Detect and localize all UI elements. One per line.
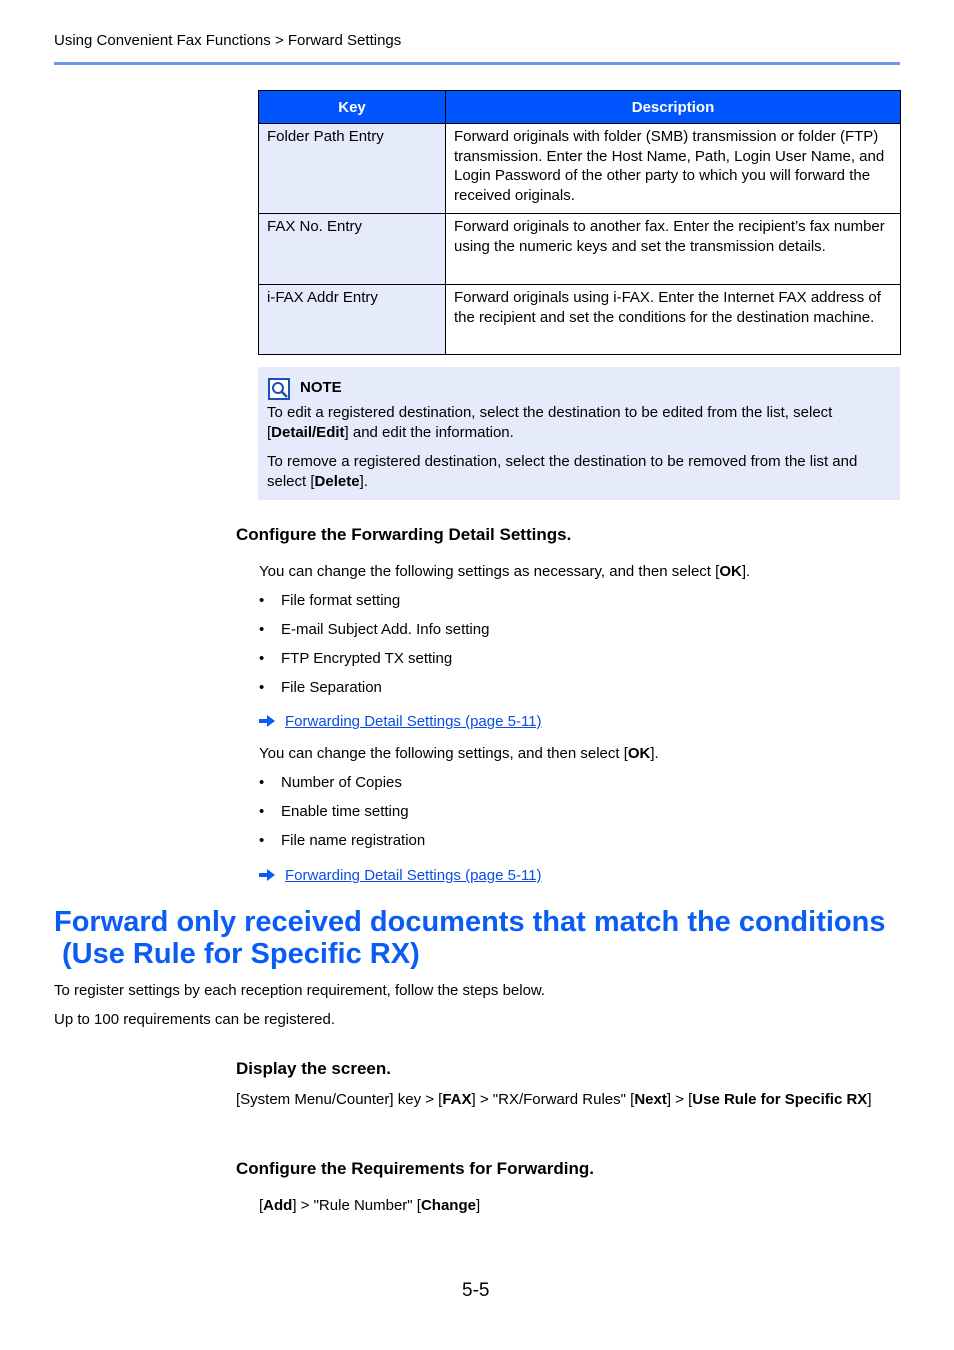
header-divider — [54, 62, 900, 65]
table-row — [259, 124, 901, 214]
bullet-glyph: • — [259, 621, 265, 638]
intro-paragraph: Up to 100 requirements can be registered. — [54, 1011, 335, 1028]
menu-path-text — [236, 1090, 900, 1110]
key-description-table — [258, 90, 901, 355]
table-row — [259, 285, 901, 355]
breadcrumb: Using Convenient Fax Functions > Forward Settings — [54, 32, 402, 49]
note-icon — [267, 377, 291, 401]
reference-link-row — [259, 713, 542, 731]
text-span: You can change the following settings, and then select [ — [259, 745, 628, 762]
forwarding-detail-settings-link[interactable]: Forwarding Detail Settings (page 5-11) — [285, 867, 542, 884]
text-span: ]. — [741, 563, 751, 580]
key-label: Next — [634, 1091, 667, 1108]
list-item — [259, 650, 452, 667]
text-span: [System Menu/Counter] key > [ — [236, 1091, 443, 1108]
text-span: ] > "RX/Forward Rules" [ — [471, 1091, 635, 1108]
list-item — [259, 832, 425, 849]
instruction-text — [259, 562, 750, 582]
note-text: To remove a registered destination, select the destination to be removed from the list and select [ — [267, 453, 858, 490]
bullet-glyph: • — [259, 592, 265, 609]
key-label: Change — [420, 1197, 476, 1214]
arrow-right-icon — [259, 868, 275, 885]
key-label: FAX — [442, 1091, 472, 1108]
page-number: 5-5 — [462, 1280, 490, 1301]
step-heading: Display the screen. — [236, 1059, 391, 1078]
list-item — [259, 803, 409, 820]
forwarding-detail-settings-link[interactable]: Forwarding Detail Settings (page 5-11) — [285, 713, 542, 730]
text-span: You can change the following settings as necessary, and then select [ — [259, 563, 720, 580]
bullet-glyph: • — [259, 832, 265, 849]
table-row — [259, 214, 901, 285]
table-cell-description: Forward originals with folder (SMB) transmission or folder (FTP) transmission. Enter the Host Name, Path, Login User Name, and Login Password of the other party to which you will forward the received originals. — [446, 124, 901, 214]
note-paragraph — [267, 403, 897, 443]
intro-paragraph: To register settings by each reception requirement, follow the steps below. — [54, 982, 546, 999]
key-label: OK — [719, 563, 742, 580]
text-span: ] > "Rule Number" [ — [292, 1197, 421, 1214]
note-paragraph — [267, 452, 897, 492]
list-item — [259, 774, 402, 791]
key-label: OK — [627, 745, 651, 762]
table-header-row — [259, 91, 901, 124]
note-text: ] and edit the information. — [344, 424, 514, 441]
bullet-glyph: • — [259, 650, 265, 667]
text-span: ] > [ — [666, 1091, 693, 1108]
bullet-glyph: • — [259, 774, 265, 791]
section-title — [54, 906, 914, 970]
table-cell-key: FAX No. Entry — [259, 214, 446, 285]
note-key-label: Detail/Edit — [271, 424, 345, 441]
key-label: Add — [263, 1197, 293, 1214]
arrow-right-icon — [259, 714, 275, 731]
list-item-label: File format setting — [281, 592, 401, 609]
table-cell-key: i-FAX Addr Entry — [259, 285, 446, 355]
bullet-glyph: • — [259, 803, 265, 820]
bullet-glyph: • — [259, 679, 265, 696]
reference-link-row — [259, 867, 542, 885]
table-cell-key: Folder Path Entry — [259, 124, 446, 214]
instruction-text — [259, 744, 659, 764]
table-cell-description: Forward originals using i-FAX. Enter the Internet FAX address of the recipient and set the conditions for the destination machine. — [446, 285, 901, 355]
table-cell-description: Forward originals to another fax. Enter the recipient’s fax number using the numeric keys and set the transmission details. — [446, 214, 901, 285]
column-header-key: Key — [259, 91, 446, 124]
list-item-label: FTP Encrypted TX setting — [281, 650, 453, 667]
list-item — [259, 592, 400, 609]
list-item — [259, 679, 382, 696]
note-text: To edit a registered destination, select the destination to be edited from the list, select [ — [267, 404, 833, 441]
column-header-description: Description — [446, 91, 901, 124]
text-span: ] — [475, 1197, 481, 1214]
section-title-line: Forward only received documents that match the conditions — [54, 906, 886, 938]
text-span: ]. — [650, 745, 659, 762]
note-text: ]. — [359, 473, 368, 490]
list-item — [259, 621, 489, 638]
note-key-label: Delete — [314, 473, 360, 490]
text-span: ] — [867, 1091, 872, 1108]
step-heading: Configure the Requirements for Forwarding. — [236, 1159, 594, 1178]
list-item-label: Number of Copies — [281, 774, 402, 791]
step-heading: Configure the Forwarding Detail Settings. — [236, 525, 572, 544]
list-item-label: File Separation — [281, 679, 382, 696]
list-item-label: E-mail Subject Add. Info setting — [281, 621, 490, 638]
note-title: NOTE — [300, 379, 342, 396]
menu-path-text — [259, 1196, 480, 1216]
key-label: Use Rule for Specific RX — [692, 1091, 868, 1108]
section-title-line: (Use Rule for Specific RX) — [62, 938, 420, 970]
text-span: [ — [259, 1197, 264, 1214]
list-item-label: File name registration — [281, 832, 426, 849]
list-item-label: Enable time setting — [281, 803, 409, 820]
